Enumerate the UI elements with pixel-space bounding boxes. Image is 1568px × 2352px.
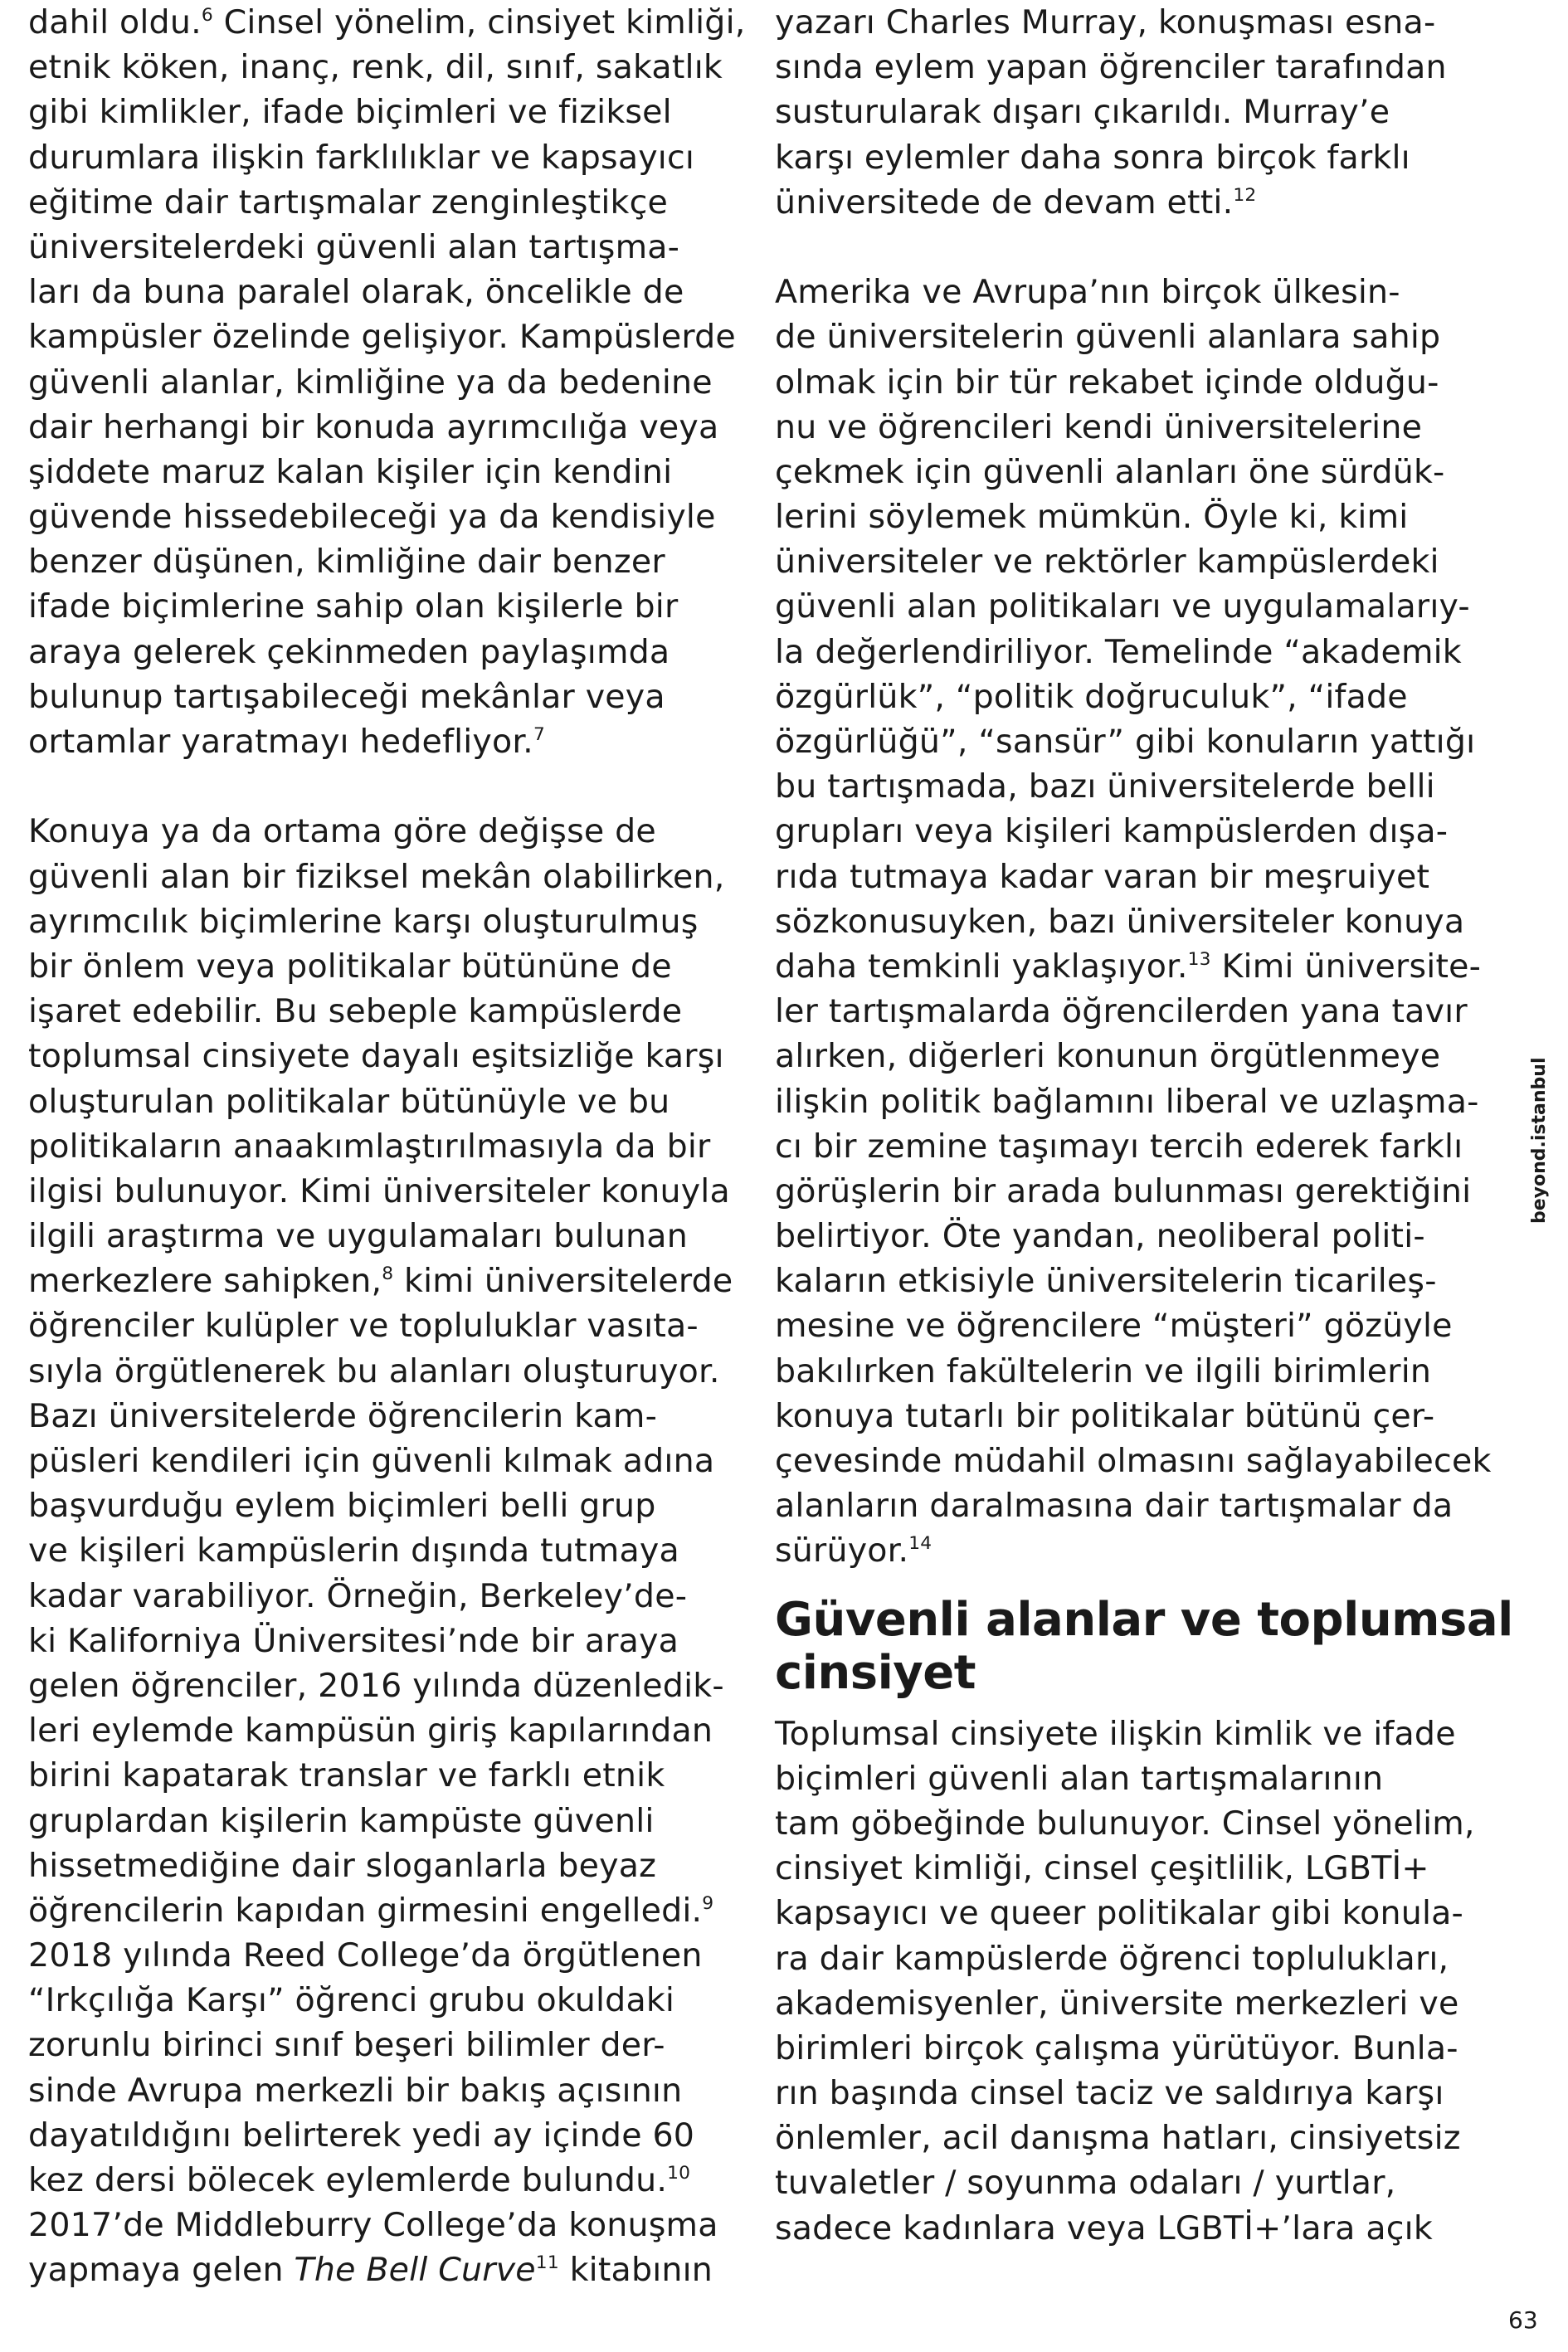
text-line [28,1663,758,1708]
text-line [775,630,1505,674]
line-text: cinsiyet kimliği, cinsel çeşitlilik, LGBTİ+ [775,1849,1429,1888]
paragraph-break [28,764,758,809]
text-line [28,1978,758,2023]
line-text: ler tartışmalarda öğrencilerden yana tavır [775,992,1468,1031]
text-line [28,989,758,1034]
line-text: cı bir zemine taşımayı tercih ederek farklı [775,1127,1463,1166]
text-line [775,989,1505,1034]
text-line [28,1753,758,1798]
line-text: şiddete maruz kalan kişiler için kendini [28,452,673,491]
line-text: bakılırken fakültelerin ve ilgili birimlerin [775,1351,1432,1390]
text-line [775,1712,1505,1756]
text-line [28,1214,758,1259]
text-line [28,809,758,854]
line-text: kez dersi bölecek eylemlerde bulundu. [28,2161,668,2199]
text-line [775,2026,1505,2071]
footnote-marker: 12 [1233,184,1257,206]
line-text: kampüsler özelinde gelişiyor. Kampüslerde [28,318,736,357]
line-text: araya gelerek çekinmeden paylaşımda [28,632,670,671]
line-text: sadece kadınlara veya LGBTİ+’lara açık [775,2208,1433,2247]
text-line [775,1394,1505,1439]
line-text: sında eylem yapan öğrenciler tarafından [775,48,1447,87]
text-line [28,855,758,899]
text-line [28,1259,758,1303]
page-number: 63 [1508,2306,1538,2334]
line-text: öğrenciler kulüpler ve topluluklar vasıta- [28,1307,699,1346]
line-text: yazarı Charles Murray, konuşması esna- [775,3,1436,41]
line-text: durumlara ilişkin farklılıklar ve kapsayıcı [28,138,695,177]
left-column [28,0,758,2293]
text-line [775,944,1505,989]
line-text: sıyla örgütlenerek bu alanları oluşturuyor. [28,1351,720,1390]
line-text: ortamlar yaratmayı hedefliyor. [28,723,533,761]
text-line [775,405,1505,450]
line-text: özgürlük”, “politik doğruculuk”, “ifade [775,677,1408,716]
text-line [28,1079,758,1124]
line-text: Amerika ve Avrupa’nın birçok ülkesin- [775,273,1400,312]
line-text: toplumsal cinsiyete dayalı eşitsizliğe karşı [28,1037,724,1076]
text-line [775,90,1505,134]
text-line [28,225,758,270]
text-line [775,180,1505,225]
section-heading [775,1592,1513,1700]
text-line [775,1483,1505,1528]
text-line [28,584,758,629]
line-text: hissetmediğine dair sloganlarla beyaz [28,1846,657,1885]
text-line [28,314,758,359]
line-text: 2017’de Middleburry College’da konuşma [28,2206,718,2245]
text-line [28,1799,758,1843]
line-text: dair herhangi bir konuda ayrımcılığa veya [28,407,719,446]
line-text: güvenli alan politikaları ve uygulamalarıy- [775,587,1470,626]
line-text: üniversitelerdeki güvenli alan tartışma- [28,227,680,266]
text-line [775,899,1505,944]
line-text: karşı eylemler daha sonra birçok farklı [775,138,1410,177]
line-text: sözkonusuyken, bazı üniversiteler konuya [775,902,1465,941]
line-text: sürüyor. [775,1531,909,1570]
text-line [775,1936,1505,1981]
text-line [28,1169,758,1214]
line-text: oluşturulan politikalar bütünüyle ve bu [28,1082,670,1121]
text-line [775,2116,1505,2160]
line-text: kadar varabiliyor. Örneğin, Berkeley’de- [28,1576,688,1615]
text-line [775,2206,1505,2251]
line-text: ilişkin politik bağlamını liberal ve uzlaşma- [775,1082,1479,1121]
text-line [28,1888,758,1933]
line-text: daha temkinli yaklaşıyor. [775,947,1188,986]
text-line [28,494,758,539]
line-text: 2018 yılında Reed College’da örgütlenen [28,1936,703,1975]
text-line [775,1169,1505,1214]
text-line [775,674,1505,719]
text-line [775,1303,1505,1348]
text-line [775,809,1505,854]
line-text: la değerlendiriliyor. Temelinde “akademik [775,632,1462,671]
text-line [28,899,758,944]
line-text-continued: Kimi üniversite- [1210,947,1482,986]
line-text: etnik köken, inanç, renk, dil, sınıf, sakatlık [28,48,723,87]
line-text: olmak için bir tür rekabet içinde olduğu- [775,363,1439,402]
text-line [28,1439,758,1483]
line-text: lerini söylemek mümkün. Öyle ki, kimi [775,498,1409,537]
text-line [28,135,758,180]
line-text: mesine ve öğrencilere “müşteri” gözüyle [775,1307,1453,1346]
section-heading-line: cinsiyet [775,1645,976,1700]
text-line [775,764,1505,809]
text-line [28,1708,758,1753]
line-text-continued: kitabının [558,2251,713,2290]
line-text: ifade biçimlerine sahip olan kişilerle bir [28,587,679,626]
text-line [28,2247,758,2292]
text-line [28,1303,758,1348]
right-column-bottom [775,1712,1505,2251]
line-text: birini kapatarak translar ve farklı etnik [28,1756,665,1795]
text-line [28,180,758,225]
text-line [775,1349,1505,1394]
line-text: de üniversitelerin güvenli alanlara sahip [775,318,1441,357]
text-line [775,450,1505,494]
text-line [28,405,758,450]
right-column-top [775,0,1505,1574]
text-line [28,1034,758,1079]
line-text: belirtiyor. Öte yandan, neoliberal politi- [775,1217,1425,1256]
text-line [775,539,1505,584]
text-line [28,270,758,314]
line-text: ra dair kampüslerde öğrenci toplulukları, [775,1939,1449,1978]
line-text: dayatıldığını belirterek yedi ay içinde 60 [28,2116,695,2155]
text-line [28,1483,758,1528]
line-text: rın başında cinsel taciz ve saldırıya karşı [775,2074,1444,2113]
line-text: konuya tutarlı bir politikalar bütünü çer- [775,1396,1435,1435]
line-text: eğitime dair tartışmalar zenginleştikçe [28,183,668,222]
line-text: leri eylemde kampüsün giriş kapılarından [28,1712,713,1751]
section-heading-line: Güvenli alanlar ve toplumsal [775,1592,1513,1647]
line-text: bulunup tartışabileceği mekânlar veya [28,677,665,716]
text-line [775,719,1505,764]
line-text: rıda tutmaya kadar varan bir meşruiyet [775,857,1430,896]
text-line [28,2203,758,2247]
text-line [28,2113,758,2158]
text-line [775,1259,1505,1303]
text-line [775,1124,1505,1169]
line-text: benzer düşünen, kimliğine dair benzer [28,543,665,582]
text-line [775,0,1505,45]
line-text: bu tartışmada, bazı üniversitelerde belli [775,767,1435,806]
line-text: güvende hissedebileceği ya da kendisiyle [28,498,716,537]
line-text: bir önlem veya politikalar bütününe de [28,947,672,986]
text-line [775,1439,1505,1483]
text-line [28,1843,758,1888]
line-text: sinde Avrupa merkezli bir bakış açısının [28,2071,683,2110]
footnote-marker: 7 [533,723,545,745]
footnote-marker: 9 [702,1892,714,1914]
footnote-marker: 8 [382,1264,394,1285]
text-line [775,1528,1505,1573]
footnote-marker: 10 [667,2162,691,2184]
text-line [775,1981,1505,2026]
line-text: susturularak dışarı çıkarıldı. Murray’e [775,93,1390,132]
text-line [28,630,758,674]
line-text: ve kişileri kampüslerin dışında tutmaya [28,1531,679,1570]
text-line [28,1574,758,1619]
text-line [28,1619,758,1663]
line-text: işaret edebilir. Bu sebeple kampüslerde [28,992,683,1031]
footnote-marker: 14 [908,1533,933,1555]
line-text: Konuya ya da ortama göre değişse de [28,812,656,851]
line-text: “Irkçılığa Karşı” öğrenci grubu okuldaki [28,1981,675,2020]
line-text: gibi kimlikler, ifade biçimleri ve fiziksel [28,93,672,132]
line-text: akademisyenler, üniversite merkezleri ve [775,1984,1459,2023]
line-text: ları da buna paralel olarak, öncelikle de [28,273,684,312]
text-line [775,1034,1505,1079]
line-text: dahil oldu. [28,3,202,41]
line-text: ayrımcılık biçimlerine karşı oluşturulmuş [28,902,699,941]
text-line [775,1756,1505,1801]
line-text: gruplardan kişilerin kampüste güvenli [28,1801,655,1840]
line-text: güvenli alan bir fiziksel mekân olabilirken, [28,857,725,896]
text-line [28,719,758,764]
line-text: politikaların anaakımlaştırılmasıyla da bir [28,1127,711,1166]
text-line [775,1079,1505,1124]
text-line [775,855,1505,899]
paragraph-break [775,225,1505,270]
text-line [28,360,758,405]
text-line [28,0,758,45]
text-line [775,494,1505,539]
text-line [28,450,758,494]
line-text: Bazı üniversitelerde öğrencilerin kam- [28,1396,658,1435]
line-text: öğrencilerin kapıdan girmesini engelledi. [28,1891,703,1930]
line-text: püsleri kendileri için güvenli kılmak adına [28,1442,715,1480]
text-line [28,2068,758,2113]
line-text: önlemler, acil danışma hatları, cinsiyetsiz [775,2119,1461,2158]
line-text: çekmek için güvenli alanları öne sürdük- [775,452,1445,491]
line-text: ki Kaliforniya Üniversitesi’nde bir araya [28,1621,679,1660]
line-text: tam göbeğinde bulunuyor. Cinsel yönelim, [775,1804,1475,1843]
line-text: biçimleri güvenli alan tartışmalarının [775,1759,1384,1798]
text-line [28,1124,758,1169]
line-text: ilgisi bulunuyor. Kimi üniversiteler konuyla [28,1171,730,1210]
footnote-marker: 6 [201,4,213,26]
line-text: yapmaya gelen [28,2251,295,2290]
line-text: zorunlu birinci sınıf beşeri bilimler der- [28,2026,665,2065]
text-line [28,1394,758,1439]
text-line [775,360,1505,405]
text-line [775,2071,1505,2116]
line-text: grupları veya kişileri kampüslerden dışa- [775,812,1449,851]
line-text: alırken, diğerleri konunun örgütlenmeye [775,1037,1441,1076]
footnote-marker: 13 [1187,948,1211,970]
line-text: ilgili araştırma ve uygulamaları bulunan [28,1217,688,1256]
line-text: alanların daralmasına dair tartışmalar da [775,1487,1454,1526]
text-line [775,1846,1505,1891]
text-line [775,1801,1505,1846]
text-line [28,1528,758,1573]
text-line [28,539,758,584]
text-line [775,270,1505,314]
line-text: çevesinde müdahil olmasını sağlayabilecek [775,1442,1492,1480]
line-text-continued: kimi üniversitelerde [393,1262,733,1301]
line-text: kaların etkisiyle üniversitelerin ticarileş- [775,1262,1437,1301]
text-line [775,135,1505,180]
line-text: gelen öğrenciler, 2016 yılında düzenledik- [28,1666,724,1705]
text-line [28,1933,758,1978]
line-text: nu ve öğrencileri kendi üniversitelerine [775,407,1423,446]
line-text: özgürlüğü”, “sansür” gibi konuların yattığı [775,723,1476,761]
right-column [775,0,1513,2251]
footnote-marker: 11 [535,2252,559,2274]
line-text: görüşlerin bir arada bulunması gerektiğini [775,1171,1472,1210]
line-text: merkezlere sahipken, [28,1262,382,1301]
publication-side-label: beyond.istanbul [1529,1057,1550,1224]
text-line [28,1349,758,1394]
line-text: tuvaletler / soyunma odaları / yurtlar, [775,2164,1396,2203]
text-line [775,1214,1505,1259]
text-line [775,1891,1505,1936]
line-text: birimleri birçok çalışma yürütüyor. Bunla- [775,2028,1458,2067]
line-text: Toplumsal cinsiyete ilişkin kimlik ve ifade [775,1714,1456,1753]
text-line [775,45,1505,90]
line-text: kapsayıcı ve queer politikalar gibi konula- [775,1894,1463,1933]
line-text-continued: Cinsel yönelim, cinsiyet kimliği, [212,3,746,41]
text-line [28,674,758,719]
text-line [28,90,758,134]
line-text: üniversitede de devam etti. [775,183,1234,222]
book-title: The Bell Curve [294,2251,536,2290]
text-line [28,944,758,989]
text-line [775,314,1505,359]
text-line [28,2158,758,2203]
line-text: üniversiteler ve rektörler kampüslerdeki [775,543,1439,582]
text-line [28,2023,758,2067]
text-line [28,45,758,90]
text-line [775,584,1505,629]
line-text: başvurduğu eylem biçimleri belli grup [28,1487,656,1526]
text-line [775,2160,1505,2205]
line-text: güvenli alanlar, kimliğine ya da bedenine [28,363,713,402]
